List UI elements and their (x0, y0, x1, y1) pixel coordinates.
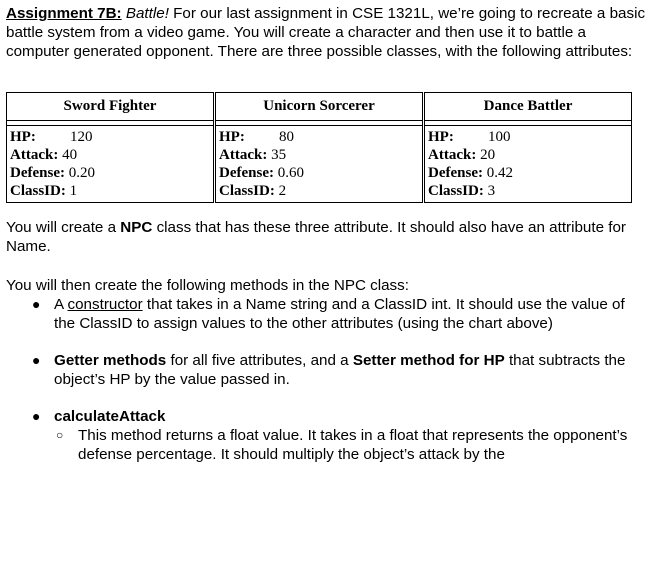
header-sword-fighter: Sword Fighter (7, 93, 215, 121)
stat-classid: ClassID: 1 (10, 183, 78, 199)
calculate-attack-term: calculateAttack (54, 408, 166, 425)
stats-sword-fighter (7, 126, 215, 203)
stats-dance-battler (424, 126, 632, 203)
setter-term: Setter method for HP (352, 352, 505, 369)
bullet-icon: ● (32, 352, 41, 368)
stat-classid: ClassID: 3 (428, 183, 496, 199)
stat-hp: HP: 120 (10, 129, 93, 145)
class-attributes-table (6, 92, 632, 203)
calculate-attack-sublist (54, 426, 646, 464)
npc-class-paragraph: You will create a NPC class that has these three attribute. It should also have an attribute for Name. (6, 219, 626, 255)
bullet-icon: ● (32, 296, 41, 312)
getter-term: Getter methods (54, 352, 167, 369)
table-stats-row (7, 126, 632, 203)
sublist-item: ○ This method returns a float value. It takes in a float that represents the opponent’s defense percentage. It should multiply the object’s attack by the (56, 427, 628, 463)
assignment-title: Assignment 7B: (6, 5, 122, 22)
constructor-term: constructor (67, 296, 143, 313)
stat-classid: ClassID: 2 (219, 183, 287, 199)
stat-attack: Attack: 20 (428, 147, 496, 163)
list-item-getters: ● Getter methods for all five attributes, and a Setter method for HP that subtracts the object’s HP by the value passed in. (32, 352, 626, 388)
list-item-constructor: ● A constructor that takes in a Name string and a ClassID int. It should use the value of the ClassID to assign values to the other attributes (using the chart above) (32, 296, 625, 332)
header-unicorn-sorcerer: Unicorn Sorcerer (215, 93, 424, 121)
stat-hp: HP: 80 (219, 129, 294, 145)
bullet-icon: ● (32, 408, 41, 424)
stat-defense: Defense: 0.60 (219, 165, 304, 181)
list-item-calculate-attack (6, 407, 646, 464)
table-header-row (7, 93, 632, 121)
stat-attack: Attack: 40 (10, 147, 78, 163)
stat-defense: Defense: 0.42 (428, 165, 513, 181)
document-page (6, 4, 646, 463)
intro-text: For our last assignment in CSE 1321L, we’re going to recreate a basic battle system from a video game. You will create a character and then use it to battle a computer generated opponent. There are three possible classes, with the following attributes: (6, 5, 646, 60)
stat-defense: Defense: 0.20 (10, 165, 95, 181)
hollow-bullet-icon: ○ (56, 428, 64, 442)
intro-paragraph (6, 4, 646, 61)
stat-hp: HP: 100 (428, 129, 511, 145)
battle-word: Battle! (125, 5, 169, 22)
header-dance-battler: Dance Battler (424, 93, 632, 121)
methods-intro: You will then create the following methods in the NPC class: (6, 277, 409, 294)
methods-list (6, 295, 646, 464)
npc-keyword: NPC (120, 219, 153, 236)
stat-attack: Attack: 35 (219, 147, 287, 163)
stats-unicorn-sorcerer (215, 126, 424, 203)
